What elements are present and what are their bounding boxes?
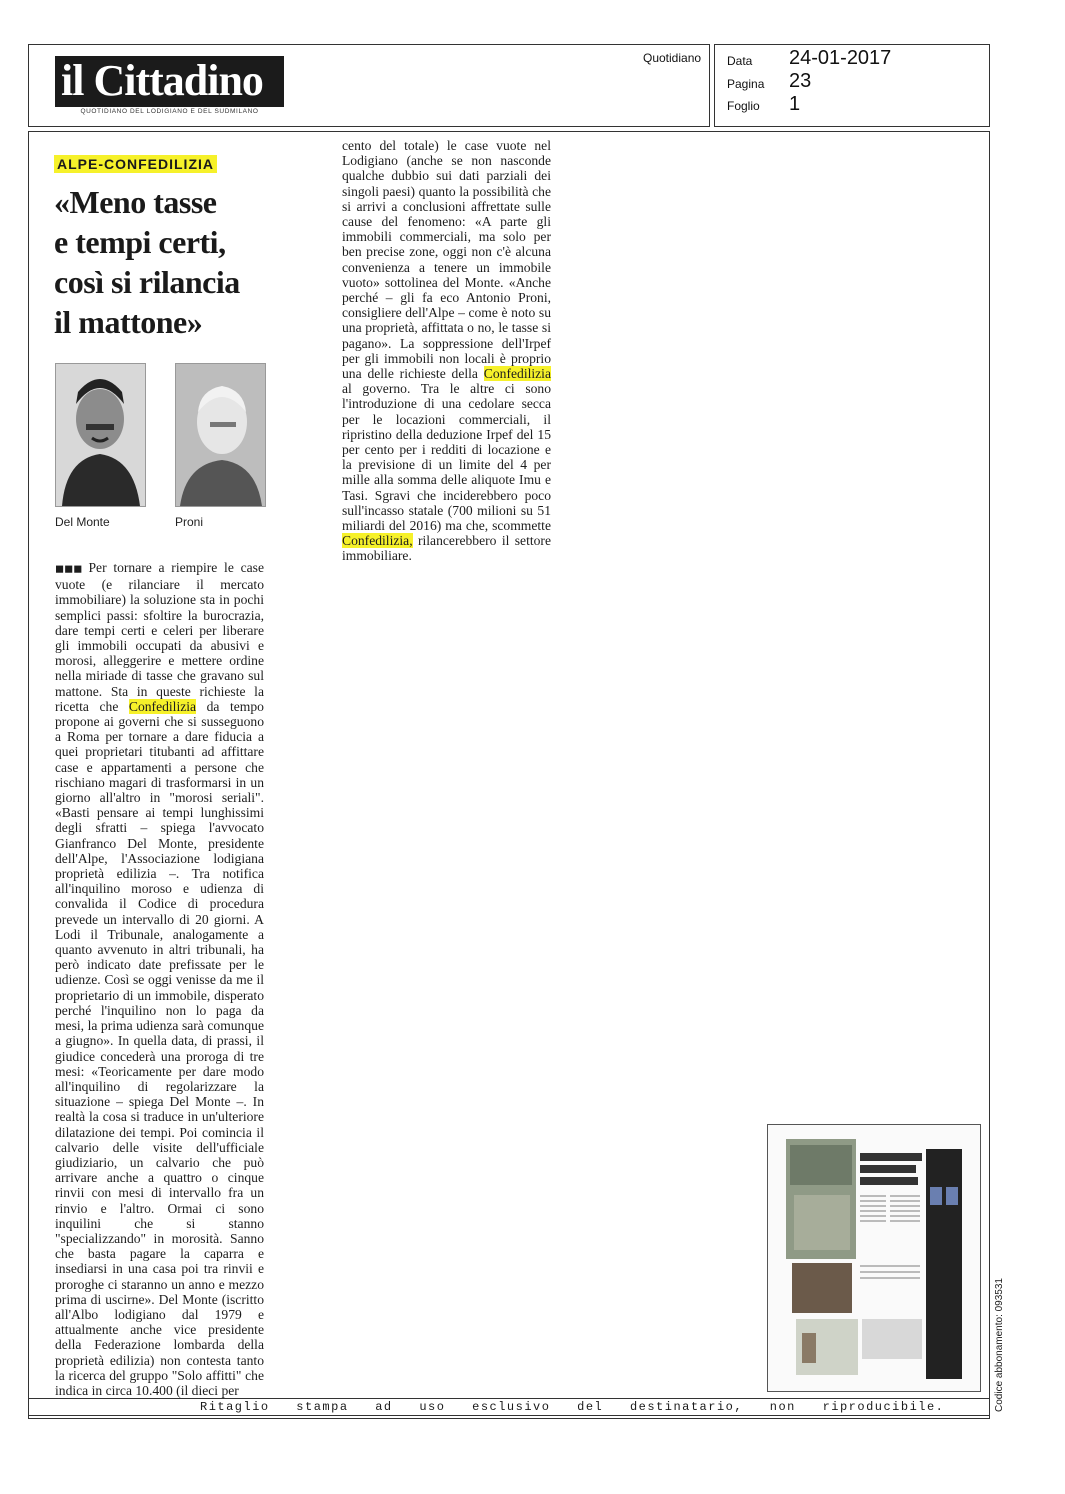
col1-text-after: da tempo propone ai governi che si susseguono a Roma per tornare a dare fiducia a quei proprietari titubanti ad affittare case e appartamenti a persone che rischiano magari di trasformarsi in un giorno all'altro in "morosi seriali". «Basti pensare ai tempi lunghissimi degli sfratti – spiega l'avvocato Gianfranco Del Monte, presidente dell'Alpe, l'Associazione lodigiana proprietà edilizia –. Tra notifica all'inquilino moroso e udienza di convalida il Codice di procedura prevede un intervallo di 20 giorni. A Lodi il Tribunale, analogamente a quanto avvenuto in altri tribunali, ha però indicato date prefissate per le udienze. Così se oggi venisse da me il proprietario di un immobile, disperato perché l'inquilino non lo paga da mesi, la prima udienza sarà comunque a giugno». In quella data, di prassi, il giudice concederà una proroga di tre mesi: «Teoricamente per dare modo all'inquilino di regolarizzare la situazione – spiega Del Monte –. In realtà la cosa si traduce in un'ulteriore dilatazione dei tempi. Poi comincia il calvario delle visite dell'ufficiale giudiziario, un calvario che può arrivare anche a quattro o cinque rinvii con mesi di intervallo fra un rinvio e l'altro. Ormai ci sono inquilini che si stanno "specializzando" in morosità. Sanno che basta pagare la caparra e insediarsi in una casa poi tra rinvii e proroghe ci staranno un anno e mezzo prima di uscirne». Del Monte (iscritto all'Albo lodigiano dal 1979 e attualmente anche vice presidente della Federazione lombarda della proprietà edilizia) non contesta tanto la ricerca del gruppo "Solo affitti" che indica in circa 10.400 (il dieci per [55,698,264,1398]
portrait-proni [176,364,265,506]
sheet-value: 1 [789,93,801,115]
page-thumbnail [767,1124,981,1392]
logo-title: il Cittadino [61,56,263,105]
photo-proni [175,363,266,507]
col2-text-mid: al governo. Tra le altre ci sono l'introduzione di una cedolare secca per le locazioni commerciali, il ripristino della deduzione Irpef del 15 per cento per i redditi di locazione e la previsione di un limite del 4 per mille alla somma delle aliquote Imu e Tasi. Sgravi che inciderebbero poco sull'incasso statale (700 milioni su 51 miliardi del 2016) ma che, scommette [342,381,551,534]
highlight-confedilizia-2: Confedilizia, [342,533,413,549]
subscription-code: Codice abbonamento: 093531 [994,1278,1005,1412]
article-body-column-1 [55,560,264,1398]
col2-text-after: rilancerebbero il settore immobiliare. [342,533,551,564]
headline-line-2: e tempi certi, [54,224,226,260]
page-label: Pagina [727,77,765,91]
logo-subtitle: QUOTIDIANO DEL LODIGIANO E DEL SUDMILANO [55,106,284,117]
thumbnail-layout [768,1125,980,1391]
publication-type: Quotidiano [643,51,702,65]
article-kicker: ALPE-CONFEDILIZIA [54,155,217,173]
col1-text-before: Per tornare a riempire le case vuote (e rilanciare il mercato immobiliare) la soluzione sta in pochi semplici passi: sfoltire la burocrazia, dare tempi certi e celeri per liberare gli immobili occupati da abusivi e morosi, alleggerire e mettere ordine nella miriade di tasse che gravano sul mattone. Sta in queste richieste la ricetta che [55,560,264,714]
headline-line-3: così si rilancia [54,264,240,300]
newspaper-logo [55,56,284,117]
footer-notice: Ritaglio stampa ad uso esclusivo del destinatario, non riproducibile. [200,1400,945,1414]
photo-caption-proni: Proni [175,515,204,529]
date-label: Data [727,54,753,68]
headline-line-1: «Meno tasse [54,184,217,220]
article-headline [54,182,294,342]
photo-del-monte [55,363,146,507]
headline-line-4: il mattone» [54,304,203,340]
highlight-confedilizia-1: Confedilizia [483,366,551,382]
page-value: 23 [789,70,812,92]
photo-caption-del-monte: Del Monte [55,515,110,529]
date-value: 24-01-2017 [789,47,892,69]
paragraph-marker-icon: ◼◼◼ [55,563,89,575]
col2-text-before: cento del totale) le case vuote nel Lodigiano (anche se non nasconde qualche dubbio sui dati parziali dei singoli paesi) quanto la possibilità che si arrivi a conclusioni affrettate sulle cause del fenomeno: «A parte gli immobili commerciali, ma solo per ben precise zone, oggi non c'è alcuna convenienza a tenere un immobile vuoto» sottolinea del Monte. «Anche perché – gli fa eco Antonio Proni, consigliere dell'Alpe – come è noto su una proprietà, affittata o no, le tasse si pagano». La soppressione dell'Irpef per gli immobili non locali è proprio una delle richieste della [342,138,551,382]
sheet-label: Foglio [727,99,760,113]
article-body-column-2 [342,138,551,564]
highlight-confedilizia: Confedilizia [128,698,197,714]
portrait-del-monte [56,364,145,506]
